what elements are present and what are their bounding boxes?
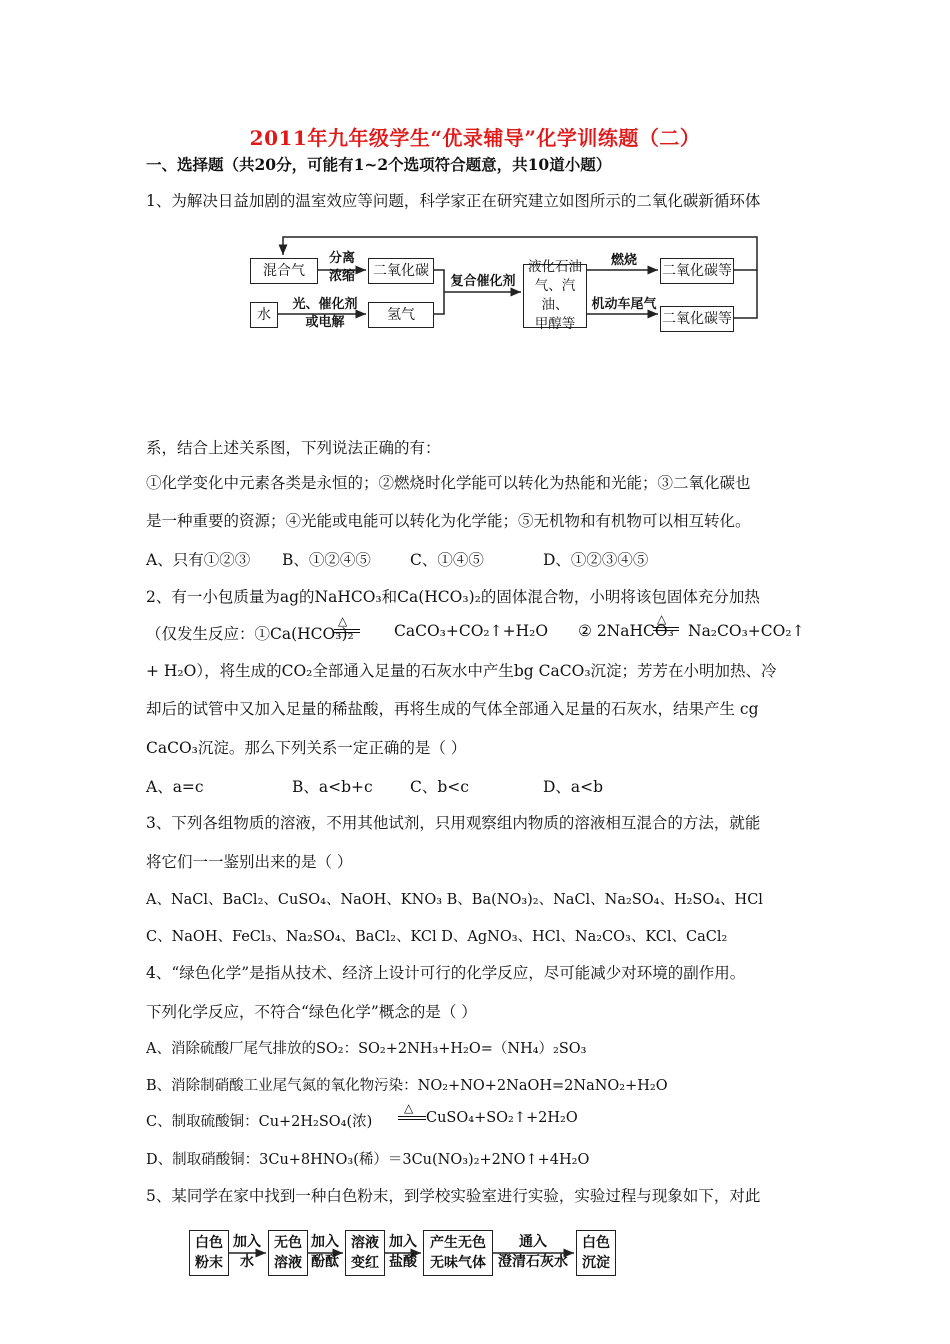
box-h2: 氢气 <box>368 302 434 328</box>
flow-a4-line1: 通入 <box>519 1234 547 1250</box>
q3-options-line2: C、NaOH、FeCl₃、Na₂SO₄、BaCl₂、KCl D、AgNO₃、HCl、Na₂CO₃、KCl、CaCl₂ <box>146 929 728 945</box>
q3-line2: 将它们一一鉴别出来的是（ ） <box>146 853 353 871</box>
box-water: 水 <box>250 302 278 328</box>
q5-line1: 5、某同学在家中找到一种白色粉末，到学校实验室进行实验，实验过程与现象如下，对此 <box>146 1187 761 1205</box>
flow-a3-line1: 加入 <box>389 1234 417 1250</box>
flow-pass-limewater <box>493 1232 573 1272</box>
flow-a1-line1: 加入 <box>233 1234 261 1250</box>
section-heading: 一、选择题（共20分，可能有1~2个选项符合题意，共10道小题） <box>146 155 612 174</box>
flow-white-powder <box>189 1230 229 1276</box>
box-co2-etc-bottom: 二氧化碳等 <box>660 306 734 332</box>
q4-option-b: B、消除制硝酸工业尾气氮的氧化物污染：NO₂+NO+2NaOH=2NaNO₂+H₂O <box>146 1078 668 1094</box>
q1-statements-line2: 是一种重要的资源；④光能或电能可以转化为化学能；⑤无机物和有机物可以相互转化。 <box>146 512 751 530</box>
q1-option-c: C、①④⑤ <box>410 551 484 569</box>
flow-b5-line1: 白色 <box>582 1235 610 1251</box>
q2-option-c: C、b<c <box>410 778 469 796</box>
q2-line1: 2、有一小包质量为ag的NaHCO₃和Ca(HCO₃)₂的固体混合物，小明将该包固体充分加热 <box>146 588 760 606</box>
label-catalyst-line2: 或电解 <box>305 315 345 330</box>
flow-white-precipitate <box>576 1230 616 1276</box>
box-fuels-line3: 甲醇等 <box>534 316 576 332</box>
label-composite-catalyst: 复合催化剂 <box>450 274 516 289</box>
q1-option-a: A、只有①②③ <box>146 551 251 569</box>
label-catalyst-line1: 光、催化剂 <box>292 297 358 312</box>
flow-a2-line2: 酚酞 <box>311 1254 339 1270</box>
flow-b4-line1: 产生无色 <box>430 1235 486 1251</box>
flow-b5-line2: 沉淀 <box>582 1255 610 1271</box>
flow-a4-line2: 澄清石灰水 <box>498 1254 568 1270</box>
box-mixed-gas: 混合气 <box>250 258 318 284</box>
box-fuels-line2: 气、汽油、 <box>534 278 576 313</box>
flow-b1-line1: 白色 <box>195 1235 223 1251</box>
flow-b3-line1: 溶液 <box>351 1235 379 1251</box>
q1-option-b: B、①②④⑤ <box>282 551 371 569</box>
flow-gas-produced <box>423 1230 493 1276</box>
box-fuels-line1: 液化石油 <box>528 259 582 275</box>
box-co2: 二氧化碳 <box>368 258 434 284</box>
flow-solution-red <box>345 1230 385 1276</box>
flow-a1-line2: 水 <box>240 1254 254 1270</box>
q2-option-b: B、a<b+c <box>292 778 373 796</box>
label-separate-line1: 分离 <box>328 251 355 266</box>
flow-b3-line2: 变红 <box>351 1255 379 1271</box>
flow-add-phenolphthalein <box>307 1232 343 1272</box>
flow-a3-line2: 盐酸 <box>389 1254 417 1270</box>
flow-b1-line2: 粉末 <box>195 1255 223 1271</box>
heat-mark-2: △ <box>657 612 667 626</box>
label-burn: 燃烧 <box>610 253 637 268</box>
q2-line5: CaCO₃沉淀。那么下列关系一定正确的是（ ） <box>146 739 467 757</box>
q2-option-a: A、a=c <box>146 778 204 796</box>
label-separate-line2: 浓缩 <box>328 269 355 284</box>
q1-stem-line1: 1、为解决日益加剧的温室效应等问题，科学家正在研究建立如图所示的二氧化碳新循环体 <box>146 192 761 210</box>
q4-option-c-left: C、制取硫酸铜：Cu+2H₂SO₄(浓) <box>146 1114 373 1130</box>
flow-b2-line1: 无色 <box>274 1235 302 1251</box>
q2-line3: + H₂O），将生成的CO₂全部通入足量的石灰水中产生bg CaCO₃沉淀；芳芳在小明加热、冷 <box>146 662 777 680</box>
q4-option-c-right: CuSO₄+SO₂↑+2H₂O <box>426 1110 578 1126</box>
label-exhaust: 机动车尾气 <box>591 297 657 312</box>
q3-options-line1: A、NaCl、BaCl₂、CuSO₄、NaOH、KNO₃ B、Ba(NO₃)₂、NaCl、Na₂SO₄、H₂SO₄、HCl <box>146 892 763 908</box>
flow-b4-line2: 无味气体 <box>430 1255 486 1271</box>
q4-option-d: D、制取硝酸铜：3Cu+8HNO₃(稀）＝3Cu(NO₃)₂+2NO↑+4H₂O <box>146 1152 590 1168</box>
flow-add-hcl <box>385 1232 421 1272</box>
flow-add-water <box>229 1232 265 1272</box>
q2-line4: 却后的试管中又加入足量的稀盐酸，再将生成的气体全部通入足量的石灰水，结果产生 cg <box>146 700 759 718</box>
heat-mark-1: △ <box>338 614 348 628</box>
flow-colorless-solution <box>268 1230 308 1276</box>
q2-option-d: D、a<b <box>543 778 604 796</box>
flow-b2-line2: 溶液 <box>274 1255 302 1271</box>
q2-reaction1-left: （仅发生反应：①Ca(HCO₃)₂ <box>146 625 354 643</box>
q2-reaction2-right: Na₂CO₃+CO₂↑ <box>688 622 805 640</box>
q2-reaction1-right: CaCO₃+CO₂↑+H₂O <box>394 622 549 640</box>
q1-stem-line2: 系，结合上述关系图，下列说法正确的有： <box>146 439 441 457</box>
q1-option-d: D、①②③④⑤ <box>543 551 649 569</box>
box-co2-etc-top: 二氧化碳等 <box>660 258 734 284</box>
q4-option-a: A、消除硫酸厂尾气排放的SO₂：SO₂+2NH₃+H₂O=（NH₄）₂SO₃ <box>146 1041 587 1057</box>
page-title: 2011年九年级学生“优录辅导”化学训练题（二） <box>249 126 701 150</box>
flow-a2-line1: 加入 <box>311 1234 339 1250</box>
q3-line1: 3、下列各组物质的溶液，不用其他试剂，只用观察组内物质的溶液相互混合的方法，就能 <box>146 814 761 832</box>
q1-statements-line1: ①化学变化中元素各类是永恒的；②燃烧时化学能可以转化为热能和光能；③二氧化碳也 <box>146 474 751 492</box>
heat-mark-3: △ <box>404 1101 414 1115</box>
q2-reaction2-left: ② 2NaHCO₃ <box>578 622 674 640</box>
q4-line1: 4、“绿色化学”是指从技术、经济上设计可行的化学反应，尽可能减少对环境的副作用。 <box>146 964 746 982</box>
q4-line2: 下列化学反应，不符合“绿色化学”概念的是（ ） <box>146 1003 477 1021</box>
